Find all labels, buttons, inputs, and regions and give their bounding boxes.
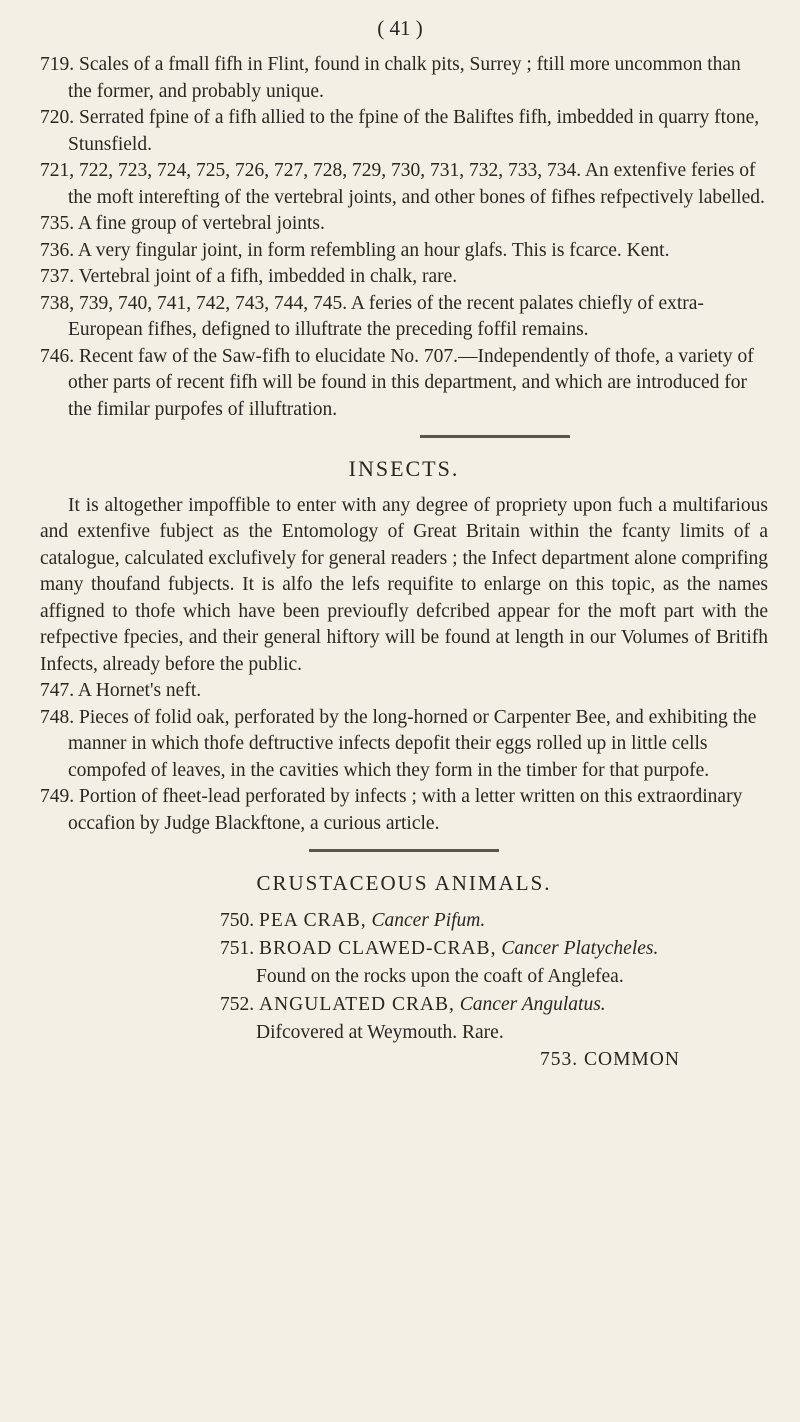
crab-name: ANGULATED CRAB,	[259, 993, 455, 1015]
crab-note: Difcovered at Weymouth. Rare.	[256, 1021, 504, 1043]
catalogue-entry: 748. Pieces of folid oak, perforated by the long-horned or Carpenter Bee, and exhibiting the manner in which thofe deftructive infects depofit their eggs rolled up in little cells compofed of leaves, in the cavities which they form in the timber for that purpofe.	[40, 706, 757, 781]
catalogue-entry: 738, 739, 740, 741, 742, 743, 744, 745. A feries of the recent palates chiefly of extra-European fifhes, defigned to illuftrate the preceding foffil remains.	[40, 292, 704, 340]
entry-number: 750.	[220, 909, 255, 931]
entry-number: 751.	[220, 937, 255, 959]
crab-entry	[40, 907, 768, 935]
crab-latin-name: Cancer Angulatus.	[459, 993, 606, 1015]
crab-name: PEA CRAB,	[259, 909, 367, 931]
catchword: 753. COMMON	[540, 1048, 680, 1070]
section-divider	[309, 849, 499, 852]
page-body	[40, 52, 768, 1073]
crab-entry	[40, 935, 768, 963]
crab-name: BROAD CLAWED-CRAB,	[259, 937, 497, 959]
entry-number: 752.	[220, 993, 255, 1015]
section-heading-crustaceous: CRUSTACEOUS ANIMALS.	[256, 871, 552, 895]
section-divider	[420, 435, 570, 438]
catalogue-entry: 746. Recent faw of the Saw-fifh to elucidate No. 707.—Independently of thofe, a variety of other parts of recent fifh will be found in this department, and which are introduced for the fimilar purpofes of illuftration.	[40, 345, 754, 420]
catalogue-entry: 721, 722, 723, 724, 725, 726, 727, 728, 729, 730, 731, 732, 733, 734. An extenfive feries of the moft interefting of the vertebral joints, and other bones of fifhes refpectively labelled.	[40, 160, 765, 208]
catalogue-entry: 735. A fine group of vertebral joints.	[40, 213, 325, 234]
crab-note: Found on the rocks upon the coaft of Anglefea.	[256, 965, 624, 987]
crab-latin-name: Cancer Platycheles.	[501, 937, 659, 959]
section-heading-insects: INSECTS.	[348, 456, 460, 481]
catalogue-entry: 747. A Hornet's neft.	[40, 680, 202, 701]
insects-intro: It is altogether impoffible to enter with any degree of propriety upon fuch a multifarious and extenfive fubject as the Entomology of Great Britain within the fcanty limits of a catalogue, calculated exclufively for general readers ; the Infect department alone comprifing many thoufand fubjects. It is alfo the lefs requifite to enlarge on this topic, as the names affigned to thofe which have been previoufly defcribed appear for the moft part with the refpective fpecies, and their general hiftory will be found at length in our Volumes of Britifh Infects, already before the public.	[40, 494, 768, 675]
crab-entry	[40, 991, 768, 1019]
crab-latin-name: Cancer Pifum.	[371, 909, 486, 931]
page-number: ( 41 )	[377, 16, 423, 40]
catalogue-entry: 719. Scales of a fmall fifh in Flint, found in chalk pits, Surrey ; ftill more uncommon than the former, and probably unique.	[40, 54, 741, 102]
catalogue-entry: 720. Serrated fpine of a fifh allied to the fpine of the Baliftes fifh, imbedded in quarry ftone, Stunsfield.	[40, 107, 760, 155]
catalogue-entry: 737. Vertebral joint of a fifh, imbedded in chalk, rare.	[40, 266, 458, 287]
catalogue-entry: 749. Portion of fheet-lead perforated by infects ; with a letter written on this extraordinary occafion by Judge Blackftone, a curious article.	[40, 786, 743, 834]
catalogue-entry: 736. A very fingular joint, in form refembling an hour glafs. This is fcarce. Kent.	[40, 239, 670, 261]
